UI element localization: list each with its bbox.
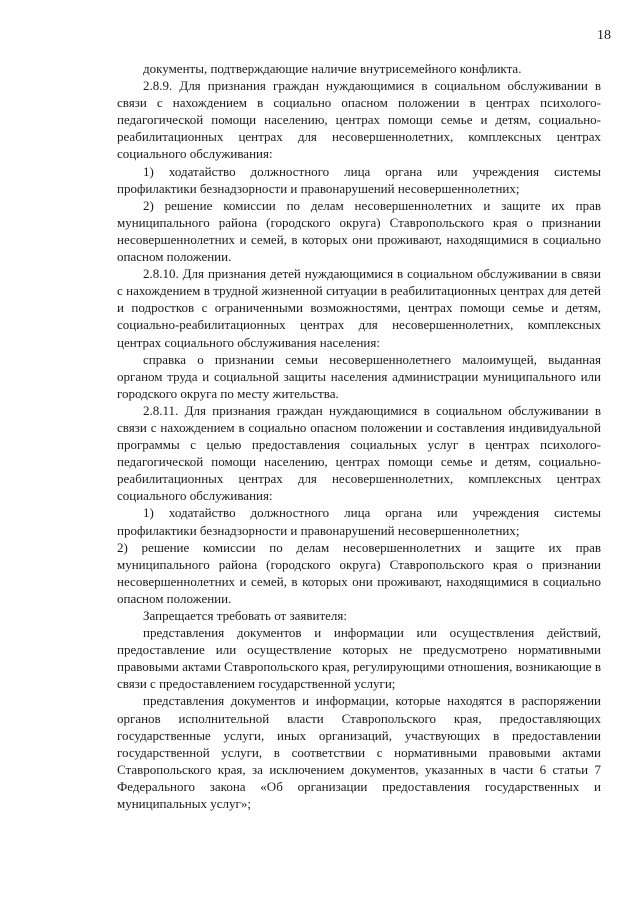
paragraph-5: 2.8.10. Для признания детей нуждающимися в социальном обслуживании в связи с нахождением в трудной жизненной ситуации в реабилитационных центрах для детей и подростков с ограниченными возможностями, центрах помощи семье и детям, социально-реабилитационных центрах для несовершеннолетних, комплексных центрах социального обслуживания населения: xyxy=(117,266,601,350)
document-body xyxy=(117,60,601,812)
paragraph-11: представления документов и информации или осуществления действий, предоставление или осуществление которых не предусмотрено нормативными правовыми актами Ставропольского края, регулирующими отношения, возникающие в связи с предоставлением государственной услуги; xyxy=(117,625,601,692)
paragraph-10: Запрещается требовать от заявителя: xyxy=(143,608,347,623)
paragraph-4: 2) решение комиссии по делам несовершеннолетних и защите их прав муниципального района (городского округа) Ставропольского края о признании несовершеннолетних и семей, в которых они проживают, находящимися в социально опасном положении. xyxy=(117,197,601,265)
page-number: 18 xyxy=(597,28,611,43)
paragraph-12: представления документов и информации, которые находятся в распоряжении органов исполнительной власти Ставропольского края, предоставляющих государственные услуги, иных организаций, участвующих в предоставлении государственной услуги, в соответствии с нормативными правовыми актами Ставропольского края, за исключением документов, указанных в части 6 статьи 7 Федерального закона «Об организации предоставления государственных и муниципальных услуг»; xyxy=(117,693,601,812)
paragraph-3: 1) ходатайство должностного лица органа или учреждения системы профилактики безнадзорности и правонарушений несовершеннолетних; xyxy=(117,163,601,196)
paragraph-7: 2.8.11. Для признания граждан нуждающимися в социальном обслуживании в связи с нахождением в социально опасном положении и составления индивидуальной программы с целью предоставления социальных услуг в центрах психолого-педагогической помощи населению, центрах помощи семье и детям, социально-реабилитационных центрах для несовершеннолетних, комплексных центрах социального обслуживания: xyxy=(117,402,601,504)
paragraph-9: 2) решение комиссии по делам несовершеннолетних и защите их прав муниципального района (городского округа) Ставропольского края о признании несовершеннолетних и семей, в которых они проживают, находящимися в социально опасном положении. xyxy=(117,539,601,606)
paragraph-6: справка о признании семьи несовершеннолетнего малоимущей, выданная органом труда и социальной защиты населения администрации муниципального или городского округа по месту жительства. xyxy=(117,351,601,401)
paragraph-2: 2.8.9. Для признания граждан нуждающимися в социальном обслуживании в связи с нахождением в социально опасном положении в центрах психолого-педагогической помощи населению, центрах помощи семье и детям, социально-реабилитационных центрах для несовершеннолетних, комплексных центрах социального обслуживания: xyxy=(117,78,601,162)
paragraph-8: 1) ходатайство должностного лица органа или учреждения системы профилактики безнадзорности и правонарушений несовершеннолетних; xyxy=(117,505,601,538)
paragraph-1: документы, подтверждающие наличие внутрисемейного конфликта. xyxy=(143,61,522,76)
